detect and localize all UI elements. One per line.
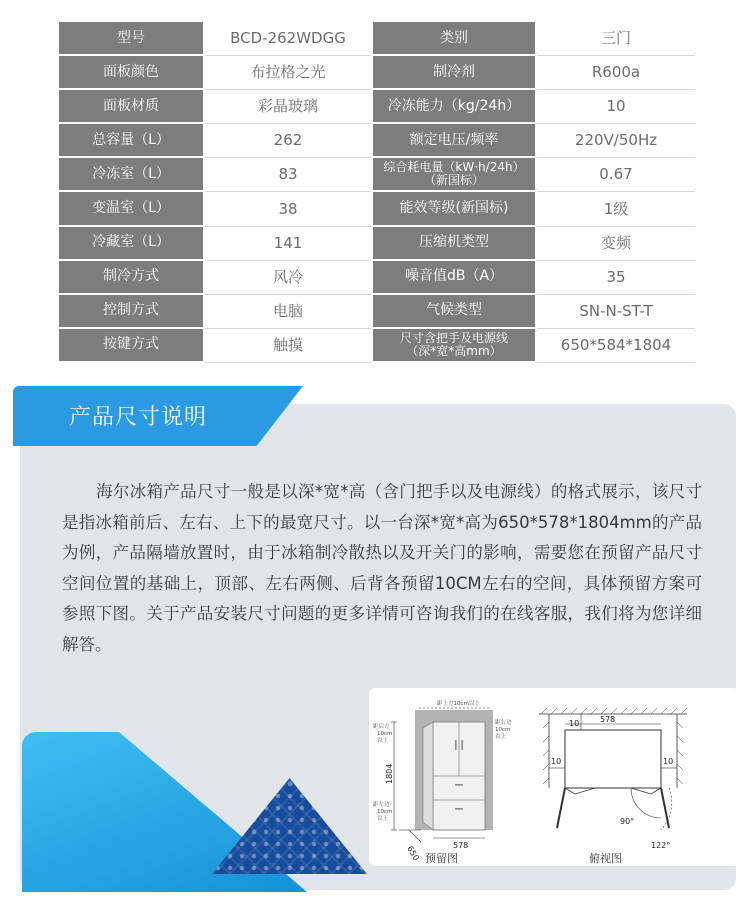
spec-label: 总容量（L） — [57, 124, 205, 158]
spec-label: 噪音值dB（A） — [371, 261, 537, 295]
dimension-diagram — [369, 688, 739, 866]
spec-value: 83 — [205, 158, 371, 192]
door-angle-label: 90° — [620, 817, 635, 826]
spec-label: 型号 — [57, 22, 205, 56]
max-angle-label: 122° — [651, 841, 671, 850]
intro-paragraph: 海尔冰箱产品尺寸一般是以深*宽*高（含门把手以及电源线）的格式展示，该尺寸是指冰箱前后、左右、上下的最宽尺寸。以一台深*宽*高为650*578*1804mm的产品为例，产品隔墙放置时，由于冰箱制冷散热以及开关门的影响，需要您在预留产品尺寸空间位置的基础上，顶部、左右两侧、后背各预留10CM左右的空间，具体预留方案可参照下图。关于产品安装尺寸问题的更多详情可咨询我们的在线客服，我们将为您详细解答。 — [62, 482, 702, 654]
spec-label: 制冷剂 — [371, 56, 537, 90]
spec-label: 类别 — [371, 22, 537, 56]
spec-value: 141 — [205, 227, 371, 261]
depth-value: 650 — [405, 844, 421, 863]
spec-label — [371, 329, 537, 363]
height-value: 1804 — [385, 763, 394, 784]
spec-value: 三门 — [537, 22, 695, 56]
left-clearance-note-2: 10cm — [377, 809, 393, 815]
spec-label: 面板颜色 — [57, 56, 205, 90]
spec-label-line2: （新国标） — [423, 173, 484, 188]
spec-label-line1: 尺寸含把手及电源线 — [399, 330, 508, 345]
spec-value: R600a — [537, 56, 695, 90]
spec-value: 0.67 — [537, 158, 695, 192]
top-clearance-note: 距上方10cm以上 — [437, 701, 480, 707]
spec-value: 220V/50Hz — [537, 124, 695, 158]
right-clearance-note-2: 10cm — [495, 727, 511, 733]
spec-label-line2: （深*宽*高mm） — [406, 343, 502, 358]
spec-value: BCD-262WDGG — [205, 22, 371, 56]
spec-label: 能效等级(新国标) — [371, 192, 537, 226]
back-clearance-note-1: 距后方 — [373, 724, 390, 730]
left-gap-value: 10 — [551, 757, 562, 766]
spec-label: 冷冻能力（kg/24h） — [371, 90, 537, 124]
spec-value: SN-N-ST-T — [537, 295, 695, 329]
spec-value: 10 — [537, 90, 695, 124]
spec-label: 气候类型 — [371, 295, 537, 329]
dimension-diagram-card — [369, 688, 739, 866]
top-width-value: 578 — [600, 715, 616, 724]
spec-label-line1: 综合耗电量（kW·h/24h） — [383, 160, 525, 175]
right-gap-value: 10 — [663, 757, 674, 766]
spec-label: 制冷方式 — [57, 261, 205, 295]
spec-value: 电脑 — [205, 295, 371, 329]
spec-label: 面板材质 — [57, 90, 205, 124]
spec-value: 262 — [205, 124, 371, 158]
spec-value: 650*584*1804 — [537, 329, 695, 363]
spec-label: 按键方式 — [57, 329, 205, 363]
fridge-top-outline — [565, 730, 661, 788]
front-view-diagram — [373, 699, 512, 865]
spec-label: 额定电压/频率 — [371, 124, 537, 158]
left-clearance-note-1: 距左边 — [373, 802, 390, 808]
top-view-caption: 俯视图 — [589, 852, 622, 865]
spec-value: 触摸 — [205, 329, 371, 363]
right-clearance-note-3: 以上 — [495, 734, 507, 740]
back-clearance-note-2: 10cm — [377, 731, 393, 737]
spec-label: 冷藏室（L） — [57, 227, 205, 261]
spec-label: 变温室（L） — [57, 192, 205, 226]
top-view-diagram — [539, 708, 687, 865]
section-title: 产品尺寸说明 — [69, 405, 208, 430]
spec-label: 控制方式 — [57, 295, 205, 329]
spec-value: 变频 — [537, 227, 695, 261]
spec-value: 38 — [205, 192, 371, 226]
right-clearance-note-1: 距右边 — [495, 720, 512, 726]
spec-value: 1级 — [537, 192, 695, 226]
spec-value: 布拉格之光 — [205, 56, 371, 90]
spec-value: 风冷 — [205, 261, 371, 295]
spec-label — [371, 158, 537, 192]
spec-table — [57, 22, 695, 363]
spec-label: 压缩机类型 — [371, 227, 537, 261]
spec-value: 35 — [537, 261, 695, 295]
width-value: 578 — [453, 841, 469, 850]
back-clearance-note-3: 以上 — [377, 738, 389, 744]
top-gap-value: 10 — [569, 719, 580, 728]
front-view-caption: 预留图 — [425, 852, 458, 865]
left-clearance-note-3: 以上 — [377, 816, 389, 822]
spec-value: 彩晶玻璃 — [205, 90, 371, 124]
spec-label: 冷冻室（L） — [57, 158, 205, 192]
